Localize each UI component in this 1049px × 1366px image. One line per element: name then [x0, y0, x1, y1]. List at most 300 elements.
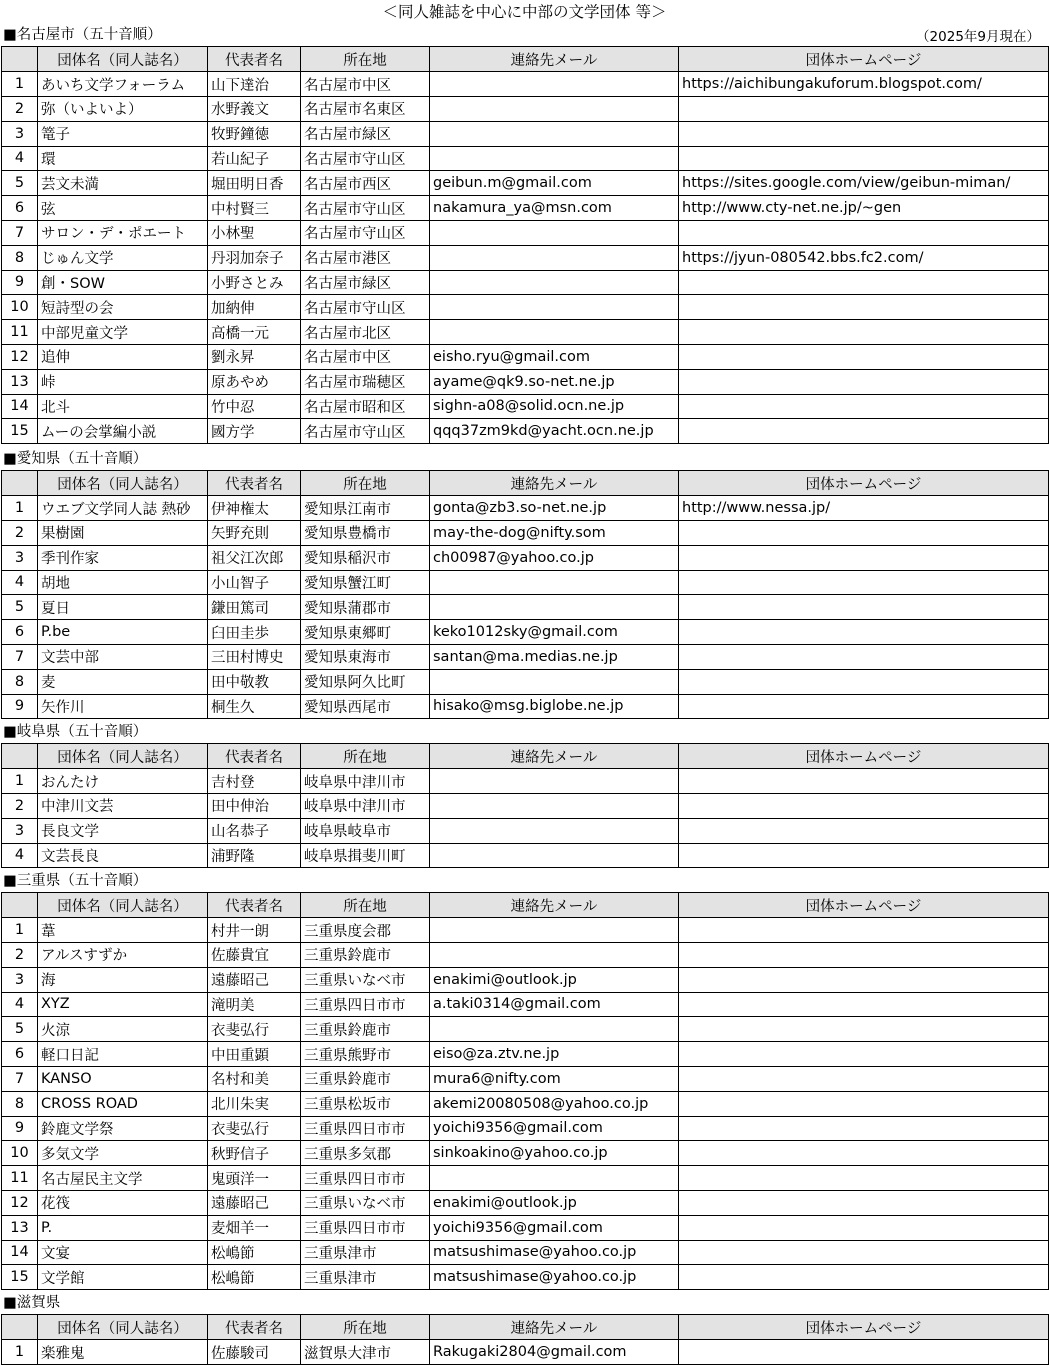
cell-group-name: 鈴鹿文学祭 — [38, 1116, 208, 1141]
cell-group-name: P.be — [38, 620, 208, 645]
table-row — [2, 1116, 1049, 1141]
cell-email: gonta@zb3.so-net.ne.jp — [430, 496, 679, 521]
cell-representative: 矢野充則 — [208, 520, 301, 545]
cell-homepage: https://jyun-080542.bbs.fc2.com/ — [679, 245, 1049, 270]
cell-location: 三重県津市 — [301, 1240, 430, 1265]
cell-location: 名古屋市守山区 — [301, 220, 430, 245]
cell-representative: 田中伸治 — [208, 793, 301, 818]
cell-email: eiso@za.ztv.ne.jp — [430, 1042, 679, 1067]
column-header-email: 連絡先メール — [430, 893, 679, 918]
table-row — [2, 369, 1049, 394]
cell-location: 名古屋市昭和区 — [301, 394, 430, 419]
cell-homepage — [679, 344, 1049, 369]
section-heading: ■愛知県（五十音順） — [3, 451, 148, 467]
cell-homepage — [679, 570, 1049, 595]
cell-location: 三重県いなべ市 — [301, 1190, 430, 1215]
cell-location: 愛知県東海市 — [301, 644, 430, 669]
cell-group-name: 名古屋民主文学 — [38, 1166, 208, 1191]
cell-homepage — [679, 295, 1049, 320]
cell-group-name: 季刊作家 — [38, 545, 208, 570]
cell-homepage — [679, 270, 1049, 295]
cell-location: 愛知県江南市 — [301, 496, 430, 521]
column-header-location: 所在地 — [301, 47, 430, 72]
table-row — [2, 146, 1049, 171]
table-row — [2, 1265, 1049, 1290]
cell-homepage — [679, 520, 1049, 545]
cell-email: matsushimase@yahoo.co.jp — [430, 1240, 679, 1265]
table-row — [2, 694, 1049, 719]
cell-location: 名古屋市港区 — [301, 245, 430, 270]
column-header-homepage: 団体ホームページ — [679, 744, 1049, 769]
section-heading: ■岐阜県（五十音順） — [3, 724, 148, 740]
cell-num: 9 — [2, 270, 38, 295]
cell-representative: 臼田圭歩 — [208, 620, 301, 645]
column-header-location: 所在地 — [301, 893, 430, 918]
cell-representative: 鬼頭洋一 — [208, 1166, 301, 1191]
table-row — [2, 496, 1049, 521]
cell-homepage — [679, 669, 1049, 694]
table-header-row — [2, 1315, 1049, 1340]
cell-email: keko1012sky@gmail.com — [430, 620, 679, 645]
table-row — [2, 1166, 1049, 1191]
cell-representative: 衣斐弘行 — [208, 1017, 301, 1042]
column-header-representative: 代表者名 — [208, 471, 301, 496]
section-heading: ■三重県（五十音順） — [3, 873, 148, 889]
cell-email: sighn-a08@solid.ocn.ne.jp — [430, 394, 679, 419]
cell-representative: 水野義文 — [208, 96, 301, 121]
cell-representative: 村井一朗 — [208, 918, 301, 943]
cell-representative: 原あやめ — [208, 369, 301, 394]
cell-representative: 小林聖 — [208, 220, 301, 245]
cell-location: 名古屋市名東区 — [301, 96, 430, 121]
cell-num: 4 — [2, 843, 38, 868]
cell-homepage — [679, 1017, 1049, 1042]
cell-homepage — [679, 320, 1049, 345]
cell-group-name: 胡地 — [38, 570, 208, 595]
table-row — [2, 967, 1049, 992]
cell-email: matsushimase@yahoo.co.jp — [430, 1265, 679, 1290]
cell-representative: 竹中忍 — [208, 394, 301, 419]
cell-email: Rakugaki2804@gmail.com — [430, 1340, 679, 1365]
cell-homepage: https://aichibungakuforum.blogspot.com/ — [679, 72, 1049, 97]
table-row — [2, 1141, 1049, 1166]
cell-num: 3 — [2, 121, 38, 146]
table-row — [2, 942, 1049, 967]
cell-email — [430, 669, 679, 694]
cell-location: 名古屋市瑞穂区 — [301, 369, 430, 394]
table-row — [2, 72, 1049, 97]
cell-email — [430, 843, 679, 868]
cell-group-name: 麦 — [38, 669, 208, 694]
cell-location: 名古屋市守山区 — [301, 419, 430, 444]
cell-representative: 伊神権太 — [208, 496, 301, 521]
cell-num: 4 — [2, 992, 38, 1017]
directory-table — [1, 46, 1049, 444]
table-header-row — [2, 744, 1049, 769]
cell-homepage — [679, 121, 1049, 146]
cell-num: 5 — [2, 1017, 38, 1042]
cell-email — [430, 595, 679, 620]
cell-group-name: じゅん文学 — [38, 245, 208, 270]
cell-num: 8 — [2, 669, 38, 694]
table-row — [2, 1066, 1049, 1091]
table-row — [2, 620, 1049, 645]
cell-num: 10 — [2, 295, 38, 320]
table-row — [2, 595, 1049, 620]
cell-location: 愛知県東郷町 — [301, 620, 430, 645]
cell-representative: 若山紀子 — [208, 146, 301, 171]
table-row — [2, 843, 1049, 868]
cell-num: 7 — [2, 220, 38, 245]
cell-location: 三重県鈴鹿市 — [301, 942, 430, 967]
as-of-date: （2025年9月現在） — [916, 29, 1040, 45]
cell-homepage — [679, 793, 1049, 818]
cell-location: 名古屋市守山区 — [301, 295, 430, 320]
cell-email — [430, 942, 679, 967]
column-header-group-name: 団体名（同人誌名） — [38, 47, 208, 72]
cell-email: yoichi9356@gmail.com — [430, 1215, 679, 1240]
cell-num: 3 — [2, 818, 38, 843]
cell-homepage — [679, 918, 1049, 943]
cell-homepage — [679, 620, 1049, 645]
cell-location: 名古屋市西区 — [301, 171, 430, 196]
cell-location: 名古屋市緑区 — [301, 270, 430, 295]
cell-email: yoichi9356@gmail.com — [430, 1116, 679, 1141]
cell-location: 三重県いなべ市 — [301, 967, 430, 992]
cell-email — [430, 918, 679, 943]
column-header-num — [2, 47, 38, 72]
cell-group-name: 夏日 — [38, 595, 208, 620]
column-header-representative: 代表者名 — [208, 893, 301, 918]
cell-email — [430, 96, 679, 121]
cell-num: 2 — [2, 793, 38, 818]
cell-email: enakimi@outlook.jp — [430, 1190, 679, 1215]
cell-num: 1 — [2, 918, 38, 943]
cell-email — [430, 121, 679, 146]
cell-num: 9 — [2, 1116, 38, 1141]
cell-num: 10 — [2, 1141, 38, 1166]
column-header-homepage: 団体ホームページ — [679, 893, 1049, 918]
column-header-email: 連絡先メール — [430, 744, 679, 769]
cell-homepage: https://sites.google.com/view/geibun-miman/ — [679, 171, 1049, 196]
cell-num: 12 — [2, 1190, 38, 1215]
cell-num: 4 — [2, 146, 38, 171]
cell-email — [430, 72, 679, 97]
table-row — [2, 992, 1049, 1017]
cell-representative: 遠藤昭己 — [208, 1190, 301, 1215]
cell-num: 3 — [2, 545, 38, 570]
column-header-group-name: 団体名（同人誌名） — [38, 744, 208, 769]
table-row — [2, 295, 1049, 320]
cell-email — [430, 270, 679, 295]
cell-email: hisako@msg.biglobe.ne.jp — [430, 694, 679, 719]
cell-location: 三重県四日市市 — [301, 1166, 430, 1191]
column-header-location: 所在地 — [301, 1315, 430, 1340]
cell-homepage — [679, 1190, 1049, 1215]
table-row — [2, 1215, 1049, 1240]
cell-group-name: XYZ — [38, 992, 208, 1017]
section-heading: ■名古屋市（五十音順） — [3, 27, 162, 43]
cell-group-name: 創・SOW — [38, 270, 208, 295]
cell-location: 名古屋市守山区 — [301, 196, 430, 221]
cell-num: 15 — [2, 1265, 38, 1290]
cell-email: qqq37zm9kd@yacht.ocn.ne.jp — [430, 419, 679, 444]
cell-group-name: 弦 — [38, 196, 208, 221]
column-header-num — [2, 893, 38, 918]
cell-group-name: 短詩型の会 — [38, 295, 208, 320]
cell-num: 1 — [2, 769, 38, 794]
cell-location: 三重県四日市市 — [301, 992, 430, 1017]
cell-homepage — [679, 1141, 1049, 1166]
cell-representative: 堀田明日香 — [208, 171, 301, 196]
table-row — [2, 121, 1049, 146]
column-header-representative: 代表者名 — [208, 1315, 301, 1340]
cell-homepage — [679, 96, 1049, 121]
cell-representative: 丹羽加奈子 — [208, 245, 301, 270]
table-row — [2, 1091, 1049, 1116]
cell-location: 名古屋市中区 — [301, 72, 430, 97]
directory-table — [1, 470, 1049, 719]
column-header-group-name: 団体名（同人誌名） — [38, 1315, 208, 1340]
cell-group-name: 文宴 — [38, 1240, 208, 1265]
cell-num: 13 — [2, 1215, 38, 1240]
cell-location: 愛知県蒲郡市 — [301, 595, 430, 620]
table-row — [2, 545, 1049, 570]
cell-location: 岐阜県岐阜市 — [301, 818, 430, 843]
cell-location: 愛知県蟹江町 — [301, 570, 430, 595]
page-title: ＜同人雑誌を中心に中部の文学団体 等＞ — [382, 3, 667, 21]
column-header-location: 所在地 — [301, 744, 430, 769]
cell-location: 三重県熊野市 — [301, 1042, 430, 1067]
cell-num: 6 — [2, 196, 38, 221]
cell-email: ch00987@yahoo.co.jp — [430, 545, 679, 570]
cell-num: 2 — [2, 520, 38, 545]
table-header-row — [2, 47, 1049, 72]
column-header-email: 連絡先メール — [430, 47, 679, 72]
cell-email: may-the-dog@nifty.som — [430, 520, 679, 545]
cell-representative: 吉村登 — [208, 769, 301, 794]
cell-location: 三重県度会郡 — [301, 918, 430, 943]
table-row — [2, 344, 1049, 369]
cell-num: 6 — [2, 1042, 38, 1067]
cell-email: sinkoakino@yahoo.co.jp — [430, 1141, 679, 1166]
cell-group-name: 北斗 — [38, 394, 208, 419]
directory-table — [1, 892, 1049, 1290]
cell-representative: 劉永昇 — [208, 344, 301, 369]
table-row — [2, 520, 1049, 545]
cell-num: 11 — [2, 320, 38, 345]
cell-group-name: ムーの会掌編小説 — [38, 419, 208, 444]
table-row — [2, 1042, 1049, 1067]
cell-location: 愛知県稲沢市 — [301, 545, 430, 570]
table-row — [2, 1190, 1049, 1215]
table-row — [2, 245, 1049, 270]
cell-num: 13 — [2, 369, 38, 394]
cell-location: 三重県多気郡 — [301, 1141, 430, 1166]
cell-representative: 山名恭子 — [208, 818, 301, 843]
table-row — [2, 171, 1049, 196]
cell-email: geibun.m@gmail.com — [430, 171, 679, 196]
cell-group-name: 長良文学 — [38, 818, 208, 843]
cell-num: 3 — [2, 967, 38, 992]
cell-location: 愛知県阿久比町 — [301, 669, 430, 694]
cell-representative: 名村和美 — [208, 1066, 301, 1091]
cell-location: 名古屋市中区 — [301, 344, 430, 369]
cell-location: 三重県四日市市 — [301, 1215, 430, 1240]
cell-homepage — [679, 1042, 1049, 1067]
cell-num: 15 — [2, 419, 38, 444]
table-row — [2, 669, 1049, 694]
table-row — [2, 220, 1049, 245]
cell-representative: 高橋一元 — [208, 320, 301, 345]
cell-email: nakamura_ya@msn.com — [430, 196, 679, 221]
cell-group-name: 文芸中部 — [38, 644, 208, 669]
cell-group-name: 芸文未満 — [38, 171, 208, 196]
table-row — [2, 320, 1049, 345]
table-header-row — [2, 471, 1049, 496]
cell-group-name: 矢作川 — [38, 694, 208, 719]
cell-homepage — [679, 1166, 1049, 1191]
cell-num: 7 — [2, 1066, 38, 1091]
cell-email — [430, 793, 679, 818]
cell-location: 名古屋市緑区 — [301, 121, 430, 146]
table-row — [2, 570, 1049, 595]
cell-group-name: 花筏 — [38, 1190, 208, 1215]
table-row — [2, 1017, 1049, 1042]
cell-representative: 田中敬教 — [208, 669, 301, 694]
cell-group-name: おんたけ — [38, 769, 208, 794]
cell-homepage — [679, 1265, 1049, 1290]
cell-email — [430, 245, 679, 270]
cell-group-name: 追伸 — [38, 344, 208, 369]
cell-homepage: http://www.cty-net.ne.jp/~gen — [679, 196, 1049, 221]
cell-homepage — [679, 146, 1049, 171]
cell-group-name: P. — [38, 1215, 208, 1240]
cell-group-name: 海 — [38, 967, 208, 992]
table-row — [2, 793, 1049, 818]
cell-group-name: 弥（いよいよ） — [38, 96, 208, 121]
cell-homepage — [679, 843, 1049, 868]
cell-location: 三重県松坂市 — [301, 1091, 430, 1116]
cell-homepage — [679, 644, 1049, 669]
cell-location: 名古屋市守山区 — [301, 146, 430, 171]
cell-homepage — [679, 545, 1049, 570]
column-header-homepage: 団体ホームページ — [679, 471, 1049, 496]
cell-location: 名古屋市北区 — [301, 320, 430, 345]
cell-location: 三重県津市 — [301, 1265, 430, 1290]
column-header-representative: 代表者名 — [208, 47, 301, 72]
cell-location: 岐阜県揖斐川町 — [301, 843, 430, 868]
cell-email: enakimi@outlook.jp — [430, 967, 679, 992]
cell-representative: 佐藤貴宜 — [208, 942, 301, 967]
directory-table — [1, 1314, 1049, 1365]
column-header-location: 所在地 — [301, 471, 430, 496]
cell-group-name: サロン・デ・ポエート — [38, 220, 208, 245]
cell-homepage: http://www.nessa.jp/ — [679, 496, 1049, 521]
cell-email: ayame@qk9.so-net.ne.jp — [430, 369, 679, 394]
cell-representative: 小山智子 — [208, 570, 301, 595]
cell-representative: 浦野隆 — [208, 843, 301, 868]
cell-group-name: 火涼 — [38, 1017, 208, 1042]
cell-location: 滋賀県大津市 — [301, 1340, 430, 1365]
cell-num: 12 — [2, 344, 38, 369]
cell-location: 愛知県豊橋市 — [301, 520, 430, 545]
cell-group-name: CROSS ROAD — [38, 1091, 208, 1116]
column-header-homepage: 団体ホームページ — [679, 47, 1049, 72]
cell-location: 三重県四日市市 — [301, 1116, 430, 1141]
table-row — [2, 419, 1049, 444]
cell-homepage — [679, 992, 1049, 1017]
column-header-group-name: 団体名（同人誌名） — [38, 893, 208, 918]
cell-homepage — [679, 1066, 1049, 1091]
cell-email — [430, 818, 679, 843]
table-header-row — [2, 893, 1049, 918]
cell-num: 9 — [2, 694, 38, 719]
column-header-email: 連絡先メール — [430, 471, 679, 496]
cell-representative: 加納伸 — [208, 295, 301, 320]
table-row — [2, 96, 1049, 121]
column-header-num — [2, 1315, 38, 1340]
cell-email — [430, 220, 679, 245]
cell-homepage — [679, 1340, 1049, 1365]
cell-representative: 山下達治 — [208, 72, 301, 97]
cell-homepage — [679, 394, 1049, 419]
cell-group-name: 多気文学 — [38, 1141, 208, 1166]
cell-representative: 中田重顕 — [208, 1042, 301, 1067]
cell-representative: 牧野鐘徳 — [208, 121, 301, 146]
cell-representative: 中村賢三 — [208, 196, 301, 221]
cell-group-name: アルスすずか — [38, 942, 208, 967]
table-row — [2, 196, 1049, 221]
cell-email: santan@ma.medias.ne.jp — [430, 644, 679, 669]
cell-homepage — [679, 369, 1049, 394]
cell-num: 6 — [2, 620, 38, 645]
directory-table — [1, 743, 1049, 868]
column-header-homepage: 団体ホームページ — [679, 1315, 1049, 1340]
cell-representative: 遠藤昭己 — [208, 967, 301, 992]
cell-representative: 麦畑羊一 — [208, 1215, 301, 1240]
cell-email — [430, 295, 679, 320]
cell-num: 5 — [2, 171, 38, 196]
table-row — [2, 270, 1049, 295]
column-header-representative: 代表者名 — [208, 744, 301, 769]
cell-group-name: 篭子 — [38, 121, 208, 146]
cell-homepage — [679, 818, 1049, 843]
cell-num: 1 — [2, 1340, 38, 1365]
cell-email — [430, 1166, 679, 1191]
cell-location: 岐阜県中津川市 — [301, 793, 430, 818]
cell-location: 三重県鈴鹿市 — [301, 1017, 430, 1042]
cell-representative: 佐藤駿司 — [208, 1340, 301, 1365]
cell-representative: 祖父江次郎 — [208, 545, 301, 570]
cell-group-name: 葦 — [38, 918, 208, 943]
table-row — [2, 918, 1049, 943]
table-row — [2, 818, 1049, 843]
cell-group-name: 峠 — [38, 369, 208, 394]
cell-group-name: 中津川文芸 — [38, 793, 208, 818]
cell-num: 4 — [2, 570, 38, 595]
table-row — [2, 769, 1049, 794]
cell-num: 2 — [2, 96, 38, 121]
cell-email: eisho.ryu@gmail.com — [430, 344, 679, 369]
cell-homepage — [679, 694, 1049, 719]
cell-representative: 秋野信子 — [208, 1141, 301, 1166]
cell-num: 14 — [2, 1240, 38, 1265]
table-row — [2, 1240, 1049, 1265]
cell-homepage — [679, 1240, 1049, 1265]
cell-num: 11 — [2, 1166, 38, 1191]
cell-representative: 松嶋節 — [208, 1240, 301, 1265]
